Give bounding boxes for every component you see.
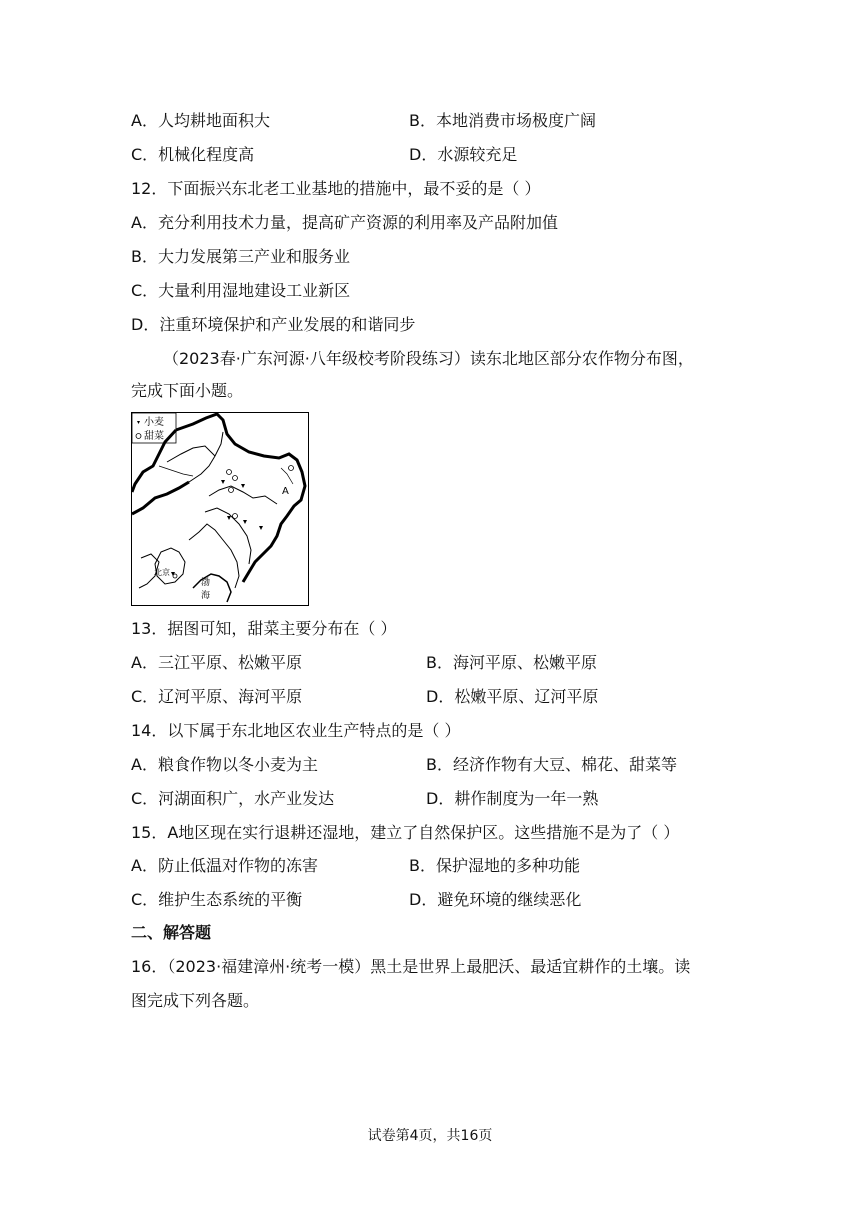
map-label-bohai-1: 渤 [201, 578, 211, 588]
map-label-bohai-2: 海 [201, 591, 211, 601]
q12-option-a: A．充分利用技术力量，提高矿产资源的利用率及产品附加值 [131, 213, 558, 232]
q16-line-1: 16．（2023·福建漳州·统考一模）黑土是世界上最肥沃、最适宜耕作的土壤。读 [131, 957, 691, 976]
map-label-a: A [282, 486, 289, 497]
q12-option-d: D．注重环境保护和产业发展的和谐同步 [131, 315, 416, 334]
intro-line-2: 完成下面小题。 [131, 381, 244, 400]
q15-stem: 15．A地区现在实行退耕还湿地，建立了自然保护区。这些措施不是为了（ ） [131, 823, 680, 842]
q13-option-d: D．松嫩平原、辽河平原 [426, 687, 599, 706]
q12-option-c: C．大量利用湿地建设工业新区 [131, 281, 351, 300]
q15-option-b: B．保护湿地的多种功能 [409, 856, 580, 875]
q13-stem: 13．据图可知，甜菜主要分布在（ ） [131, 619, 397, 638]
q12-option-b: B．大力发展第三产业和服务业 [131, 247, 350, 266]
legend-wheat-label: 小麦 [144, 417, 164, 428]
q15-option-d: D．避免环境的继续恶化 [409, 890, 582, 909]
q15-option-c: C．维护生态系统的平衡 [131, 890, 303, 909]
map-label-beijing: 北京 [154, 568, 170, 577]
crop-distribution-map [131, 412, 309, 606]
q14-stem: 14．以下属于东北地区农业生产特点的是（ ） [131, 721, 461, 740]
q11-option-a: A．人均耕地面积大 [131, 111, 270, 130]
intro-line-1: （2023春·广东河源·八年级校考阶段练习）读东北地区部分农作物分布图， [163, 349, 694, 368]
q16-line-2: 图完成下列各题。 [131, 991, 260, 1010]
page-footer: 试卷第4页，共16页 [367, 1128, 493, 1144]
q13-option-b: B．海河平原、松嫩平原 [426, 653, 597, 672]
q11-option-b: B．本地消费市场极度广阔 [409, 111, 596, 130]
q13-option-a: A．三江平原、松嫩平原 [131, 653, 302, 672]
q14-option-b: B．经济作物有大豆、棉花、甜菜等 [426, 755, 677, 774]
map-svg [131, 412, 309, 606]
q14-option-d: D．耕作制度为一年一熟 [426, 789, 599, 808]
q12-stem: 12．下面振兴东北老工业基地的措施中，最不妥的是（ ） [131, 179, 541, 198]
q11-option-c: C．机械化程度高 [131, 145, 255, 164]
q14-option-c: C．河湖面积广，水产业发达 [131, 789, 335, 808]
q15-option-a: A．防止低温对作物的冻害 [131, 856, 318, 875]
section-2-title: 二、解答题 [131, 923, 212, 942]
q11-option-d: D．水源较充足 [409, 145, 518, 164]
legend-beet-label: 甜菜 [144, 431, 164, 442]
q13-option-c: C．辽河平原、海河平原 [131, 687, 303, 706]
q14-option-a: A．粮食作物以冬小麦为主 [131, 755, 318, 774]
